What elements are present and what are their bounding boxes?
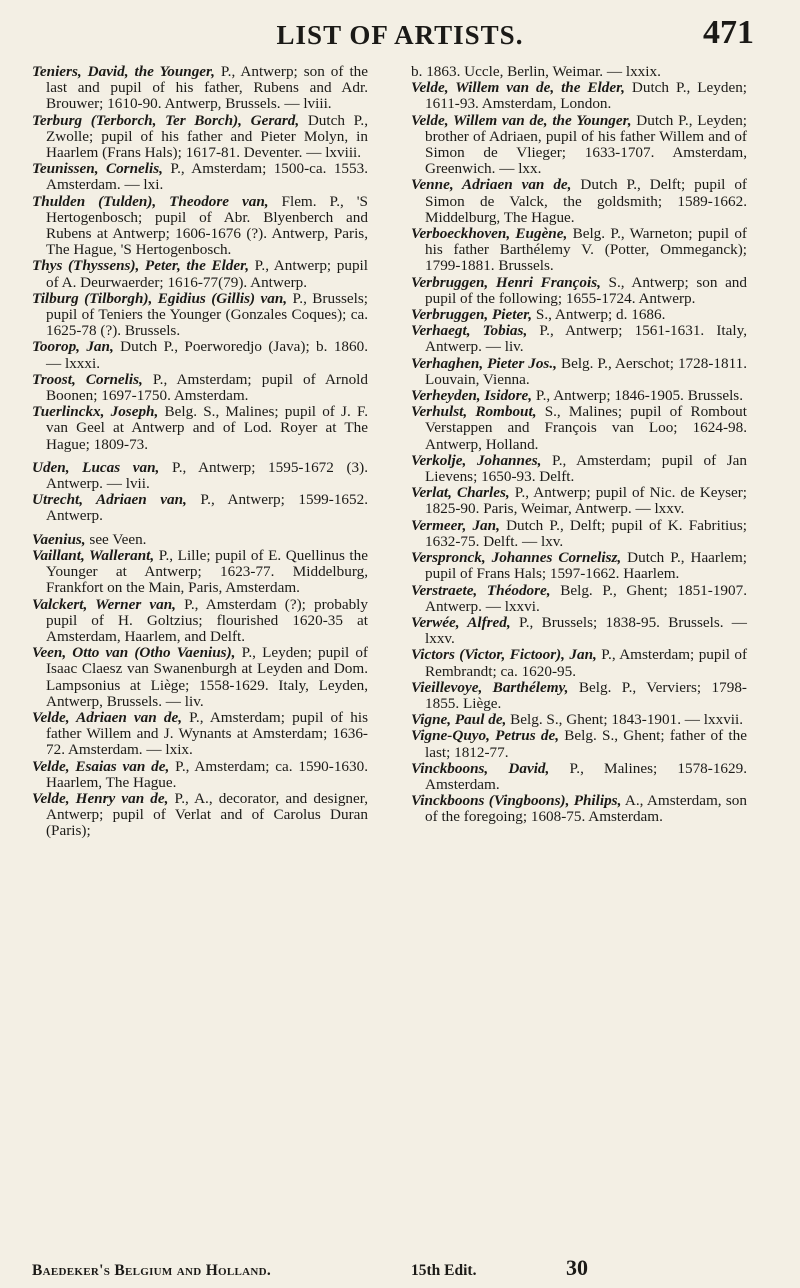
artist-details: Dutch P., Delft; pupil of Simon de Valck, the goldsmith; 1589-1662. Middelburg, The Hague. (425, 176, 747, 226)
artist-entry (411, 323, 747, 355)
artist-entry (411, 647, 747, 679)
artist-entry (411, 518, 747, 550)
left-column (32, 64, 368, 840)
artist-name: Uden, Lucas van, (32, 458, 160, 476)
artist-details: Dutch P., Poerworedjo (Java); b. 1860. — lxxxi. (46, 338, 368, 372)
artist-details: S., Antwerp; son and pupil of the following; 1655-1724. Antwerp. (425, 273, 747, 307)
artist-entry (32, 194, 368, 259)
artist-entry (411, 712, 747, 728)
artist-details: A., Amsterdam, son of the foregoing; 1608-75. Amsterdam. (425, 792, 747, 826)
artist-entry (32, 532, 368, 548)
artist-details: P., Amsterdam; pupil of Arnold Boonen; 1697-1750. Amsterdam. (46, 370, 368, 405)
artist-details: P., Antwerp; son of the last and pupil of his father, Rubens and Adr. Brouwer; 1610-90. Antwerp, Brussels. — lviii. (46, 63, 368, 113)
artist-entry (411, 728, 747, 760)
artist-name: Terburg (Terborch, Ter Borch), Gerard, (32, 111, 300, 129)
artist-entry (411, 64, 747, 80)
artist-name: Velde, Henry van de, (32, 789, 169, 807)
artist-details: b. 1863. Uccle, Berlin, Weimar. — lxxix. (411, 63, 661, 80)
artist-name: Verspronck, Johannes Cornelisz, (411, 549, 622, 567)
artist-entry (32, 161, 368, 193)
artist-entry (32, 645, 368, 710)
artist-name: Verhaegt, Tobias, (411, 322, 528, 340)
artist-details: P., Amsterdam; ca. 1590-1630. Haarlem, The Hague. (46, 757, 369, 791)
artist-entry (411, 761, 747, 793)
artist-entry (32, 710, 368, 759)
artist-name: Verwée, Alfred, (411, 613, 511, 631)
artist-details: P., Lille; pupil of E. Quellinus the Younger at Antwerp; 1623-77. Middelburg, Frankfort on the Main, Paris, Amsterdam. (46, 546, 368, 597)
artist-name: Victors (Victor, Fictoor), Jan, (411, 646, 597, 664)
artist-name: Thys (Thyssens), Peter, the Elder, (32, 257, 249, 275)
artist-name: Verbruggen, Pieter, (411, 306, 533, 324)
artist-details: P., Antwerp; pupil of A. Deurwaerder; 1616-77(79). Antwerp. (46, 257, 368, 291)
artist-details: Belg. S., Ghent; father of the last; 1812-77. (425, 727, 747, 761)
artist-entry (411, 680, 747, 712)
artist-details: Belg. S., Ghent; 1843-1901. — lxxvii. (506, 711, 744, 729)
artist-details: P., Antwerp; 1561-1631. Italy, Antwerp. — liv. (425, 322, 748, 356)
artist-details: P., Antwerp; 1599-1652. Antwerp. (46, 491, 368, 525)
artist-details: P., Leyden; pupil of Isaac Claesz van Swanenburgh at Leyden and Dom. Lampsonius at Liège; 1558-1629. Italy, Leyden, Antwerp, Brussels. — liv. (46, 644, 368, 710)
artist-name: Troost, Cornelis, (32, 370, 143, 388)
artist-entry (32, 759, 368, 791)
artist-name: Verkolje, Johannes, (411, 451, 542, 469)
artist-entry (32, 791, 368, 840)
artist-details: P., Amsterdam; 1500-ca. 1553. Amsterdam. — lxi. (46, 160, 368, 194)
artist-name: Tilburg (Tilborgh), Egidius (Gillis) van, (32, 289, 288, 307)
artist-entry (411, 356, 747, 388)
artist-entry (32, 258, 368, 290)
artist-name: Valckert, Werner van, (32, 595, 176, 613)
artist-entry (411, 793, 747, 825)
artist-entry (411, 177, 747, 226)
artist-details: see Veen. (85, 530, 147, 548)
artist-details: P., Antwerp; 1846-1905. Brussels. (532, 387, 744, 405)
running-title: LIST OF ARTISTS. (276, 20, 524, 50)
artist-name: Vermeer, Jan, (411, 516, 500, 534)
artist-name: Vigne, Paul de, (411, 711, 507, 729)
artist-details: P., Antwerp; 1595-1672 (3). Antwerp. — lvii. (46, 458, 368, 493)
artist-name: Vigne-Quyo, Petrus de, (411, 727, 560, 745)
page-number: 471 (703, 14, 754, 51)
artist-entry (411, 485, 747, 517)
artist-name: Verbruggen, Henri François, (411, 273, 601, 291)
artist-name: Teniers, David, the Younger, (32, 63, 215, 80)
signature-mark: 30 (566, 1255, 588, 1280)
artist-name: Vaenius, (32, 530, 86, 548)
artist-name: Velde, Adriaen van de, (32, 708, 182, 726)
artist-details: P., Amsterdam; pupil of Jan Lievens; 1650-93. Delft. (425, 451, 747, 486)
artist-name: Verhaghen, Pieter Jos., (411, 354, 557, 372)
artist-details: Flem. P., 'S Hertogenbosch; pupil of Abr. Blyenberch and Rubens at Antwerp; 1606-1676 (?). Antwerp, Paris, The Hague, 'S Hertogenbosch. (46, 192, 368, 259)
artist-name: Verheyden, Isidore, (411, 387, 533, 405)
artist-entry (32, 548, 368, 597)
artist-name: Verboeckhoven, Eugène, (411, 225, 568, 243)
artist-entry (411, 307, 747, 323)
artist-details: Dutch P., Leyden; brother of Adriaen, pupil of his father Willem and of Simon de Vlieger; 1633-1707. Amsterdam, Greenwich. — lxx. (425, 111, 748, 178)
artist-entry (411, 80, 747, 112)
artist-entry (32, 64, 368, 113)
artist-details: Dutch P., Leyden; 1611-93. Amsterdam, London. (425, 79, 748, 113)
artist-details: Dutch P., Delft; pupil of K. Fabritius; 1632-75. Delft. — lxv. (425, 516, 747, 550)
artist-name: Veen, Otto van (Otho Vaenius), (32, 644, 236, 662)
artist-details: P., Amsterdam; pupil of his father Willem and J. Wynants at Amsterdam; 1636-72. Amsterdam. — lxix. (46, 708, 368, 759)
artist-entry (411, 453, 747, 485)
artist-entry (411, 226, 747, 275)
artist-name: Vinckboons, David, (411, 759, 550, 777)
artist-name: Velde, Esaias van de, (32, 757, 170, 775)
artist-entry (32, 404, 368, 453)
artist-name: Velde, Willem van de, the Elder, (411, 79, 625, 97)
artist-name: Verlat, Charles, (411, 484, 510, 502)
artist-details: P., A., decorator, and designer, Antwerp; pupil of Verlat and of Carolus Duran (Paris); (46, 789, 368, 840)
artist-entry (411, 404, 747, 453)
artist-name: Verhulst, Rombout, (411, 403, 537, 421)
artist-name: Verstraete, Théodore, (411, 581, 551, 599)
artist-details: P., Antwerp; pupil of Nic. de Keyser; 1825-90. Paris, Weimar, Antwerp. — lxxv. (425, 484, 747, 518)
artist-name: Vaillant, Wallerant, (32, 546, 155, 564)
artist-entry (32, 372, 368, 404)
artist-entry (32, 460, 368, 492)
artist-name: Tuerlinckx, Joseph, (32, 403, 159, 421)
artist-name: Teunissen, Cornelis, (32, 160, 163, 178)
artist-entry (32, 597, 368, 646)
artist-details: P., Amsterdam; pupil of Rembrandt; ca. 1620-95. (425, 646, 747, 680)
artist-entry (32, 492, 368, 524)
footer-book-title: Baedeker's Belgium and Holland. (32, 1262, 272, 1279)
artist-details: P., Brussels; pupil of Teniers the Younger (Gonzales Coques); ca. 1625-78 (?). Brussels. (46, 289, 368, 340)
artist-details: P., Amsterdam (?); probably pupil of H. Goltzius; flourished 1620-35 at Amsterdam, Haarlem, and Delft. (46, 595, 368, 645)
artist-details: Dutch P., Haarlem; pupil of Frans Hals; 1597-1662. Haarlem. (425, 549, 747, 583)
artist-name: Venne, Adriaen van de, (411, 176, 572, 194)
artist-details: Belg. P., Ghent; 1851-1907. Antwerp. — lxxvi. (425, 581, 747, 615)
artist-entry (32, 113, 368, 162)
artist-entry (411, 388, 747, 404)
artist-entry (411, 550, 747, 582)
artist-details: S., Antwerp; d. 1686. (532, 306, 666, 324)
artist-details: P., Brussels; 1838-95. Brussels. — lxxv. (425, 613, 747, 648)
artist-name: Velde, Willem van de, the Younger, (411, 111, 632, 129)
artist-entry (32, 291, 368, 340)
artist-details: S., Malines; pupil of Rombout Verstappen and François van Loo; 1624-98. Antwerp, Holland. (425, 403, 747, 453)
artist-name: Vieillevoye, Barthélemy, (411, 678, 569, 696)
artist-entry (411, 113, 747, 178)
artist-entry (32, 339, 368, 371)
artist-name: Utrecht, Adriaen van, (32, 491, 187, 509)
artist-entry (411, 615, 747, 647)
artist-entry (411, 275, 747, 307)
artist-name: Toorop, Jan, (32, 338, 114, 356)
page-header (0, 14, 800, 58)
artist-details: Belg. P., Aerschot; 1728-1811. Louvain, Vienna. (425, 354, 747, 388)
artist-details: P., Malines; 1578-1629. Amsterdam. (425, 759, 747, 793)
footer-edition: 15th Edit. (411, 1262, 477, 1279)
artist-details: Dutch P., Zwolle; pupil of his father and Pieter Molyn, in Haarlem (Frans Hals); 1617-81. Deventer. — lxviii. (46, 111, 368, 162)
artist-details: Belg. P., Warneton; pupil of his father Barthélemy V. (Potter, Ommeganck); 1799-1881. Brussels. (425, 225, 747, 275)
artist-name: Vinckboons (Vingboons), Philips, (411, 792, 622, 810)
artist-details: Belg. P., Verviers; 1798-1855. Liège. (425, 678, 747, 712)
right-column (411, 64, 747, 826)
artist-name: Thulden (Tulden), Theodore van, (32, 192, 269, 210)
artist-details: Belg. S., Malines; pupil of J. F. van Geel at Antwerp and of Lod. Royer at The Hague; 1809-73. (46, 403, 368, 453)
artist-entry (411, 583, 747, 615)
